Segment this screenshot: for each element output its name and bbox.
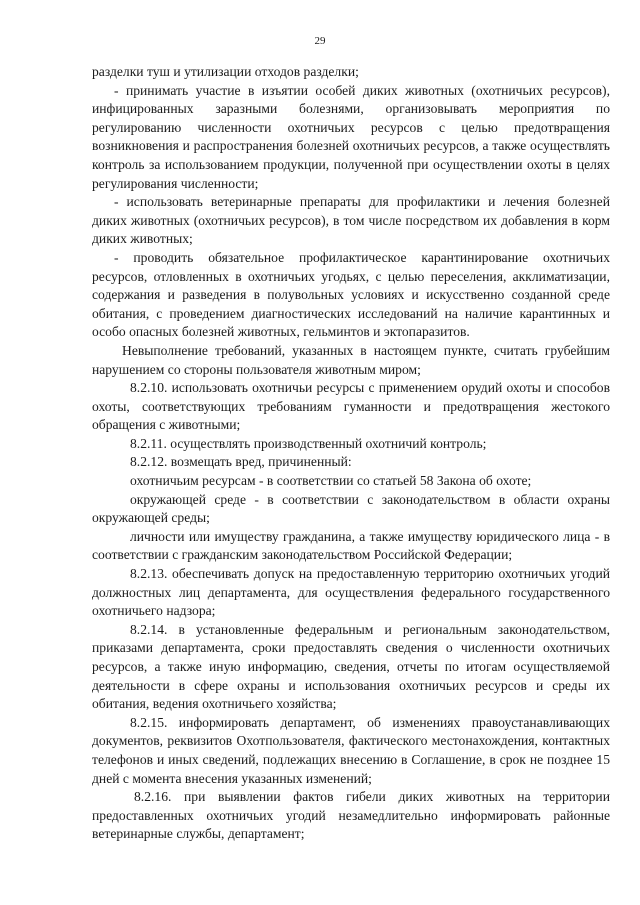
clause-8-2-12-person-property: личности или имуществу гражданина, а также имуществу юридического лица - в соответствии с гражданским законодательством Российской Федерации; bbox=[92, 528, 610, 563]
clause-8-2-11: 8.2.11. осуществлять производственный охотничий контроль; bbox=[130, 435, 487, 451]
paragraph-infected-animals: - принимать участие в изъятии особей диких животных (охотничьих ресурсов), инфицированных заразными болезнями, организовывать мероприятия по регулированию численности охотничьих ресурсов с целью предотвращения возникновения и распространения болезней охотничьих ресурсов, а также осуществлять контроль за использованием продукции, полученной при осуществлении охоты в целях регулирования численности; bbox=[92, 82, 610, 191]
document-body bbox=[92, 63, 610, 844]
clause-8-2-13: 8.2.13. обеспечивать допуск на предоставленную территорию охотничьих угодий должностных лиц департамента, для осуществления федерального государственного охотничьего надзора; bbox=[92, 566, 610, 619]
clause-8-2-12-hunting-resources: охотничьим ресурсам - в соответствии со статьей 58 Закона об охоте; bbox=[130, 473, 532, 489]
clause-8-2-14: 8.2.14. в установленные федеральным и региональным законодательством, приказами департамента, сроки предоставлять сведения о численности охотничьих ресурсов, а также иную информацию, сведения, отчеты по итогам осуществляемой деятельности в сфере охраны и использования охотничьих ресурсов и среды их обитания, ведения охотничьего хозяйства; bbox=[92, 621, 610, 712]
clause-8-2-12: 8.2.12. возмещать вред, причиненный: bbox=[130, 454, 352, 470]
paragraph-violation: Невыполнение требований, указанных в настоящем пункте, считать грубейшим нарушением со стороны пользователя животным миром; bbox=[92, 342, 610, 377]
page-number: 29 bbox=[314, 35, 326, 47]
clause-8-2-12-environment: окружающей среде - в соответствии с законодательством в области охраны окружающей среды; bbox=[92, 491, 610, 526]
clause-8-2-15: 8.2.15. информировать департамент, об изменениях правоустанавливающих документов, реквизитов Охотпользователя, фактического местонахождения, контактных телефонов и иных сведений, подлежащих внесению в Соглашение, в срок не позднее 15 дней с момента внесения указанных изменений; bbox=[92, 714, 610, 786]
clause-8-2-16: 8.2.16. при выявлении фактов гибели диких животных на территории предоставленных охотничьих угодий незамедлительно информировать районные ветеринарные службы, департамент; bbox=[92, 789, 610, 842]
paragraph-quarantine: - проводить обязательное профилактическое карантинирование охотничьих ресурсов, отловленных в охотничьих угодьях, с целью переселения, акклиматизации, содержания и разведения в полувольных условиях и искусственно созданной среде обитания, с проведением диагностических исследований на наличие карантинных и особо опасных болезней животных, гельминтов и эктопаразитов. bbox=[92, 249, 610, 340]
clause-8-2-10: 8.2.10. использовать охотничьи ресурсы с применением орудий охоты и способов охоты, соответствующих требованиям гуманности и предотвращения жестокого обращения с животными; bbox=[92, 380, 610, 433]
paragraph-carcass-disposal: разделки туш и утилизации отходов разделки; bbox=[92, 64, 359, 79]
paragraph-veterinary-preparations: - использовать ветеринарные препараты для профилактики и лечения болезней диких животных (охотничьих ресурсов), в том числе посредством их добавления в корм диких животных; bbox=[92, 194, 610, 247]
